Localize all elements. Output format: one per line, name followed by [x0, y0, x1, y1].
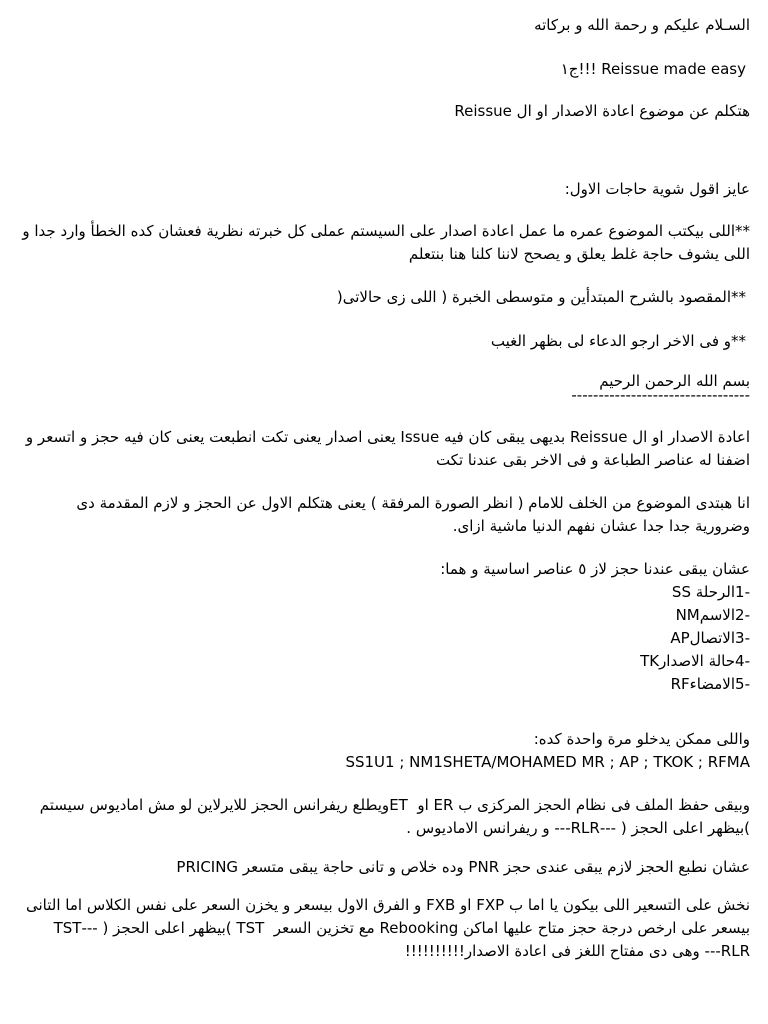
pricing-paragraph: عشان نطبع الحجز لازم يبقى عندى حجز PNR وده خلاص و تانى حاجة يبقى متسعر PRICING — [176, 858, 750, 876]
notes-heading: عايز اقول شوية حاجات الاول: — [564, 180, 750, 198]
one-go-intro: واللى ممكن يدخلو مرة واحدة كده: — [533, 730, 750, 748]
definition-paragraph: اعادة الاصدار او ال Reissue بديهى يبقى كان فيه Issue يعنى اصدار يعنى تكت انطبعت يعنى كان فيه حجز و اتسعر و اضفنا له عناصر الطباعة و فى الاخر بقى عندنا تكت — [21, 428, 750, 469]
fxp-paragraph: نخش على التسعير اللى بيكون يا اما ب FXP او FXB و الفرق الاول بيسعر و يخزن السعر على نفس الكلاس اما التانى بيسعر على ارخص درجة حجز متاح عليها اماكن Rebooking مع تخزين السعر TST )بيظهر اعلى الحجز ( ---TST RLR--- وهى دى مفتاح اللغز فى اعادة الاصدار!!!!!!!!!! — [21, 896, 750, 960]
list-item: -2الاسمNM — [675, 606, 750, 624]
greeting-line: السـلام عليكم و رحمة الله و بركاته — [534, 16, 750, 34]
note-1: **اللى بيكتب الموضوع عمره ما عمل اعادة اصدار على السيستم عملى كل خبرته نظرية فعشان كده الخطأ وارد جدا و اللى يشوف حاجة غلط يعلق و يصحح لاننا كلنا هنا بنتعلم — [17, 222, 750, 263]
save-paragraph: وبيقى حفظ الملف فى نظام الحجز المركزى ب ER او ETويطلع ريفرانس الحجز للايرلاين لو مش اماديوس سيستم )بيظهر اعلى الحجز ( ---RLR--- و ريفرانس الاماديوس . — [34, 796, 750, 837]
note-3: **و فى الاخر ارجو الدعاء لى بظهر الغيب — [490, 332, 746, 350]
note-2: **المقصود بالشرح المبتدأين و متوسطى الخبرة ( اللى زى حالاتى( — [336, 288, 746, 306]
basmala-line: بسم الله الرحمن الرحيم — [599, 372, 750, 390]
elements-heading: عشان يبقى عندنا حجز لاز ٥ عناصر اساسية و هما: — [440, 560, 750, 578]
list-item: -4حالة الاصدارTK — [640, 652, 750, 670]
subtitle-line: Reissue made easy !!!ج١ — [560, 60, 746, 78]
start-paragraph: انا هبتدى الموضوع من الخلف للامام ( انظر الصورة المرفقة ) يعنى هتكلم الاول عن الحجز و لازم المقدمة دى وضرورية جدا جدا عشان نفهم الدنيا ماشية ازاى. — [71, 494, 750, 535]
elements-list — [640, 581, 750, 696]
one-go-command: SS1U1 ; NM1SHETA/MOHAMED MR ; AP ; TKOK ; RFMA — [345, 753, 750, 771]
list-item: -3الاتصالAP — [670, 629, 750, 647]
separator-line: --------------------------------- — [571, 386, 750, 404]
list-item: -5الامضاءRF — [670, 675, 750, 693]
list-item: -1الرحلة SS — [671, 583, 750, 601]
intro-line: هتكلم عن موضوع اعادة الاصدار او ال Reissue — [454, 102, 750, 120]
